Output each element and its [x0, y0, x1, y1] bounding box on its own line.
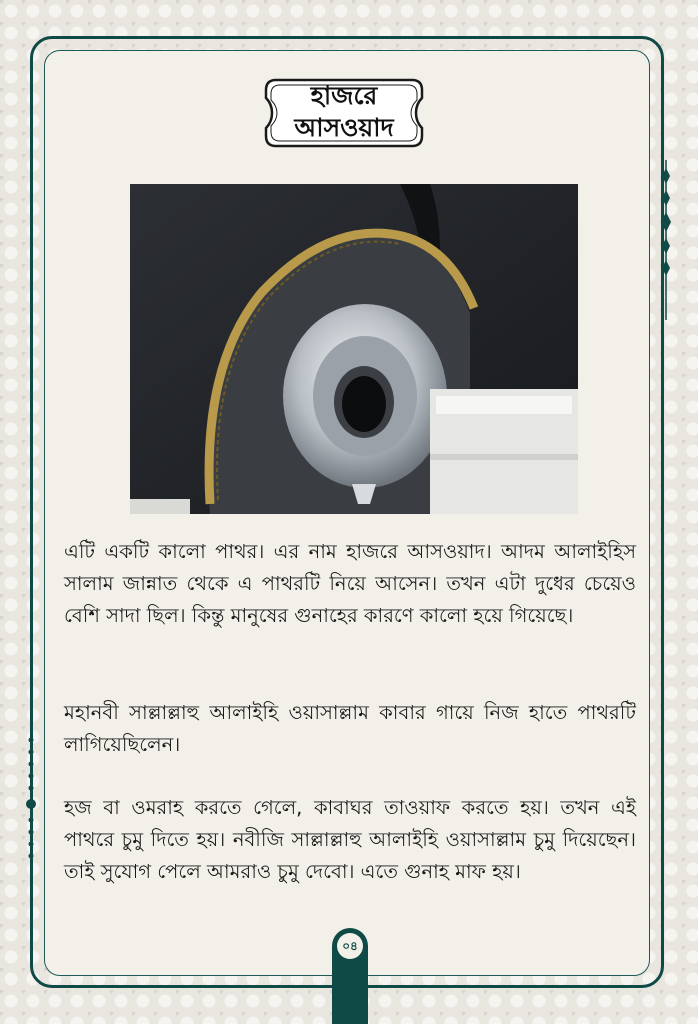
black-stone-illustration: [130, 184, 578, 514]
page-number: ০৪: [337, 933, 363, 959]
paragraph-1: এটি একটি কালো পাথর। এর নাম হাজরে আসওয়াদ। আদম আলাইহিস সালাম জান্নাত থেকে এ পাথরটি নিয়ে আসেন। তখন এটা দুধের চেয়েও বেশি সাদা ছিল। কিন্তু মানুষের গুনাহের কারণে কালো হয়ে গিয়েছে।: [64, 540, 636, 627]
left-ornament: [24, 700, 38, 920]
paragraph-2: মহানবী সাল্লাল্লাহু আলাইহি ওয়াসাল্লাম কাবার গায়ে নিজ হাতে পাথরটি লাগিয়েছিলেন।: [64, 701, 636, 756]
title-line-2: আসওয়াদ: [294, 113, 394, 142]
title-line-1: হাজরে: [310, 81, 378, 110]
right-ornament: [659, 160, 673, 320]
paragraph-3: হজ বা ওমরাহ করতে গেলে, কাবাঘর তাওয়াফ করতে হয়। তখন এই পাথরে চুমু দিতে হয়। নবীজি সাল্লাল্লাহু আলাইহি ওয়াসাল্লাম চুমু দিয়েছেন। তাই সুযোগ পেলে আমরাও চুমু দেবো। এতে গুনাহ মাফ হয়।: [64, 796, 636, 883]
black-stone-photo: [130, 184, 578, 514]
title-badge: [262, 76, 426, 150]
page-title: [262, 80, 426, 144]
